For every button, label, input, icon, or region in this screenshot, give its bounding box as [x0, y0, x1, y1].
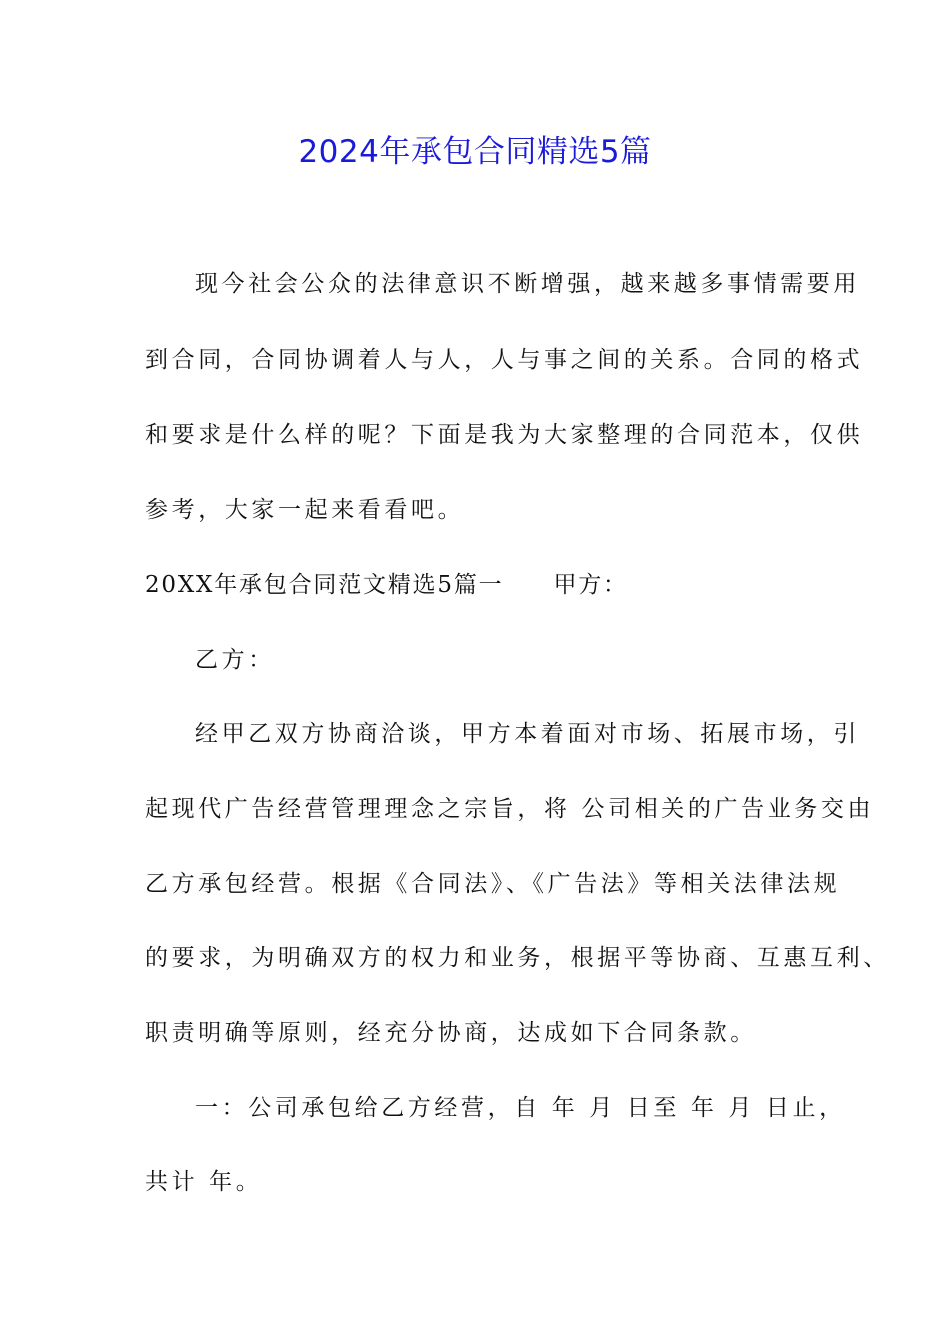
paragraph-line: 职责明确等原则，经充分协商，达成如下合同条款。	[145, 1020, 757, 1046]
paragraph-line: 乙方承包经营。根据《合同法》、《广告法》等相关法律法规	[145, 871, 841, 897]
clause-line: 共计 年。	[145, 1169, 263, 1195]
section-heading-line	[145, 570, 628, 600]
document-title: 2024年承包合同精选5篇	[298, 134, 652, 170]
paragraph-line: 到合同，合同协调着人与人，人与事之间的关系。合同的格式	[145, 347, 864, 373]
paragraph-line: 和要求是什么样的呢？下面是我为大家整理的合同范本，仅供	[145, 422, 864, 448]
paragraph-line: 的要求，为明确双方的权力和业务，根据平等协商、互惠互利、	[145, 945, 890, 971]
section-heading: 20XX年承包合同范文精选5篇一	[145, 572, 504, 598]
paragraph-line: 参考，大家一起来看看吧。	[145, 497, 465, 523]
paragraph-line: 经甲乙双方协商洽谈，甲方本着面对市场、拓展市场，引	[195, 721, 860, 747]
party-a-label: 甲方：	[553, 572, 628, 598]
paragraph-line: 起现代广告经营管理理念之宗旨，将 公司相关的广告业务交由	[145, 796, 875, 822]
paragraph-line: 现今社会公众的法律意识不断增强，越来越多事情需要用	[195, 271, 860, 297]
party-b-label: 乙方：	[195, 647, 275, 673]
clause-line: 一：公司承包给乙方经营，自 年 月 日至 年 月 日止，	[195, 1095, 846, 1121]
